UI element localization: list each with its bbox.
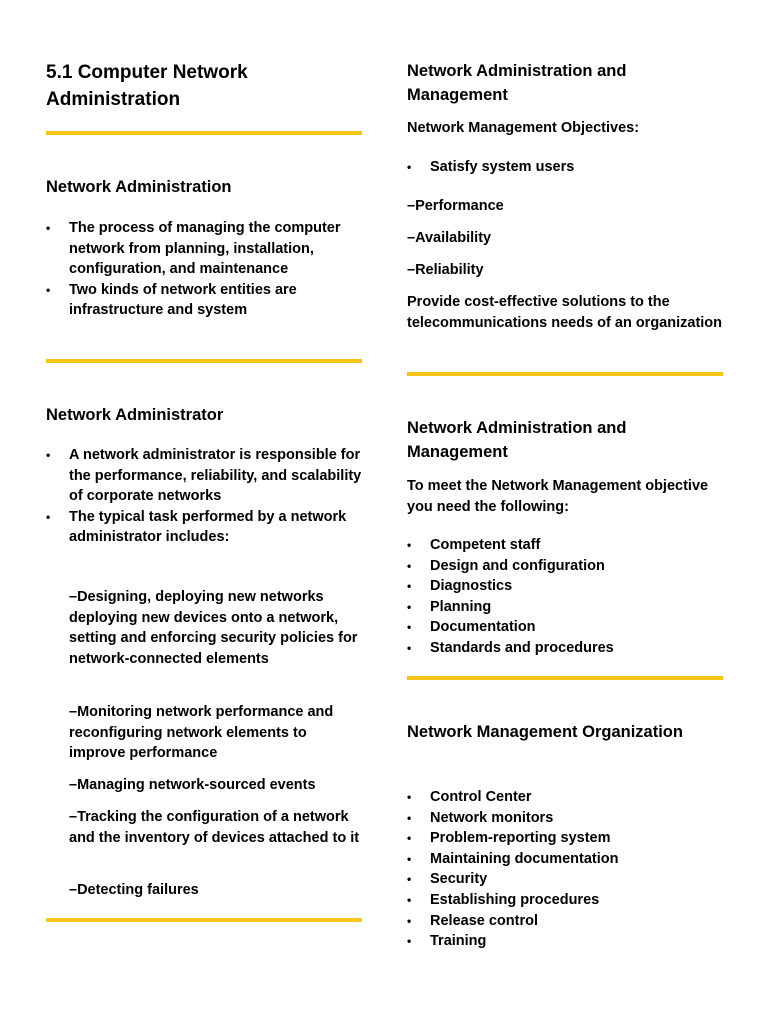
page-title: 5.1 Computer Network Administration (46, 62, 248, 110)
objective-item: –Performance (407, 198, 504, 214)
task-item: –Managing network-sourced events (69, 777, 316, 793)
task-item: –Designing, deploying new networks deploying new devices onto a network, setting and enforcing security policies for network-connected elements (69, 589, 358, 667)
list-item: • Planning (407, 597, 725, 618)
intro-text: To meet the Network Management objective you need the following: (407, 478, 709, 515)
objective-item: –Availability (407, 230, 492, 246)
list-item: • Competent staff (407, 535, 725, 556)
task-item: –Tracking the configuration of a network and the inventory of devices attached to it (69, 809, 360, 846)
network-administration-list (46, 218, 364, 321)
list-item: • Establishing procedures (407, 890, 725, 911)
divider (46, 131, 362, 135)
task-item: –Detecting failures (69, 882, 199, 898)
divider (46, 918, 362, 922)
list-item: • Training (407, 931, 725, 952)
list-item: • Security (407, 869, 725, 890)
requirements-list (407, 535, 725, 659)
objectives-list (407, 157, 725, 178)
network-administrator-list (46, 445, 364, 548)
list-item: • Control Center (407, 787, 725, 808)
divider (407, 676, 723, 680)
list-item: • Two kinds of network entities are infrastructure and system (46, 280, 364, 321)
list-item: • Network monitors (407, 808, 725, 829)
section-heading: Network Management Organization (407, 723, 683, 741)
network-administration-heading: Network Administration (46, 178, 232, 196)
list-item: • Standards and procedures (407, 638, 725, 659)
list-item: • Design and configuration (407, 556, 725, 577)
list-item: • A network administrator is responsible for the performance, reliability, and scalability of corporate networks (46, 445, 364, 507)
list-item: • The process of managing the computer network from planning, installation, configuration, and maintenance (46, 218, 364, 280)
divider (46, 359, 362, 363)
section-heading: Network Administration and Management (407, 62, 627, 104)
closing-text: Provide cost-effective solutions to the telecommunications needs of an organization (407, 294, 723, 331)
objectives-label: Network Management Objectives: (407, 120, 640, 136)
section-heading: Network Administration and Management (407, 419, 627, 461)
list-item: • Satisfy system users (407, 157, 725, 178)
list-item: • Problem-reporting system (407, 828, 725, 849)
list-item: • Maintaining documentation (407, 849, 725, 870)
task-item: –Monitoring network performance and reconfiguring network elements to improve performance (69, 704, 334, 762)
divider (407, 372, 723, 376)
list-item: • Diagnostics (407, 576, 725, 597)
organization-list (407, 787, 725, 952)
list-item: • Release control (407, 911, 725, 932)
objective-item: –Reliability (407, 262, 484, 278)
network-administrator-heading: Network Administrator (46, 406, 224, 424)
list-item: • Documentation (407, 617, 725, 638)
list-item: • The typical task performed by a network administrator includes: (46, 507, 364, 548)
